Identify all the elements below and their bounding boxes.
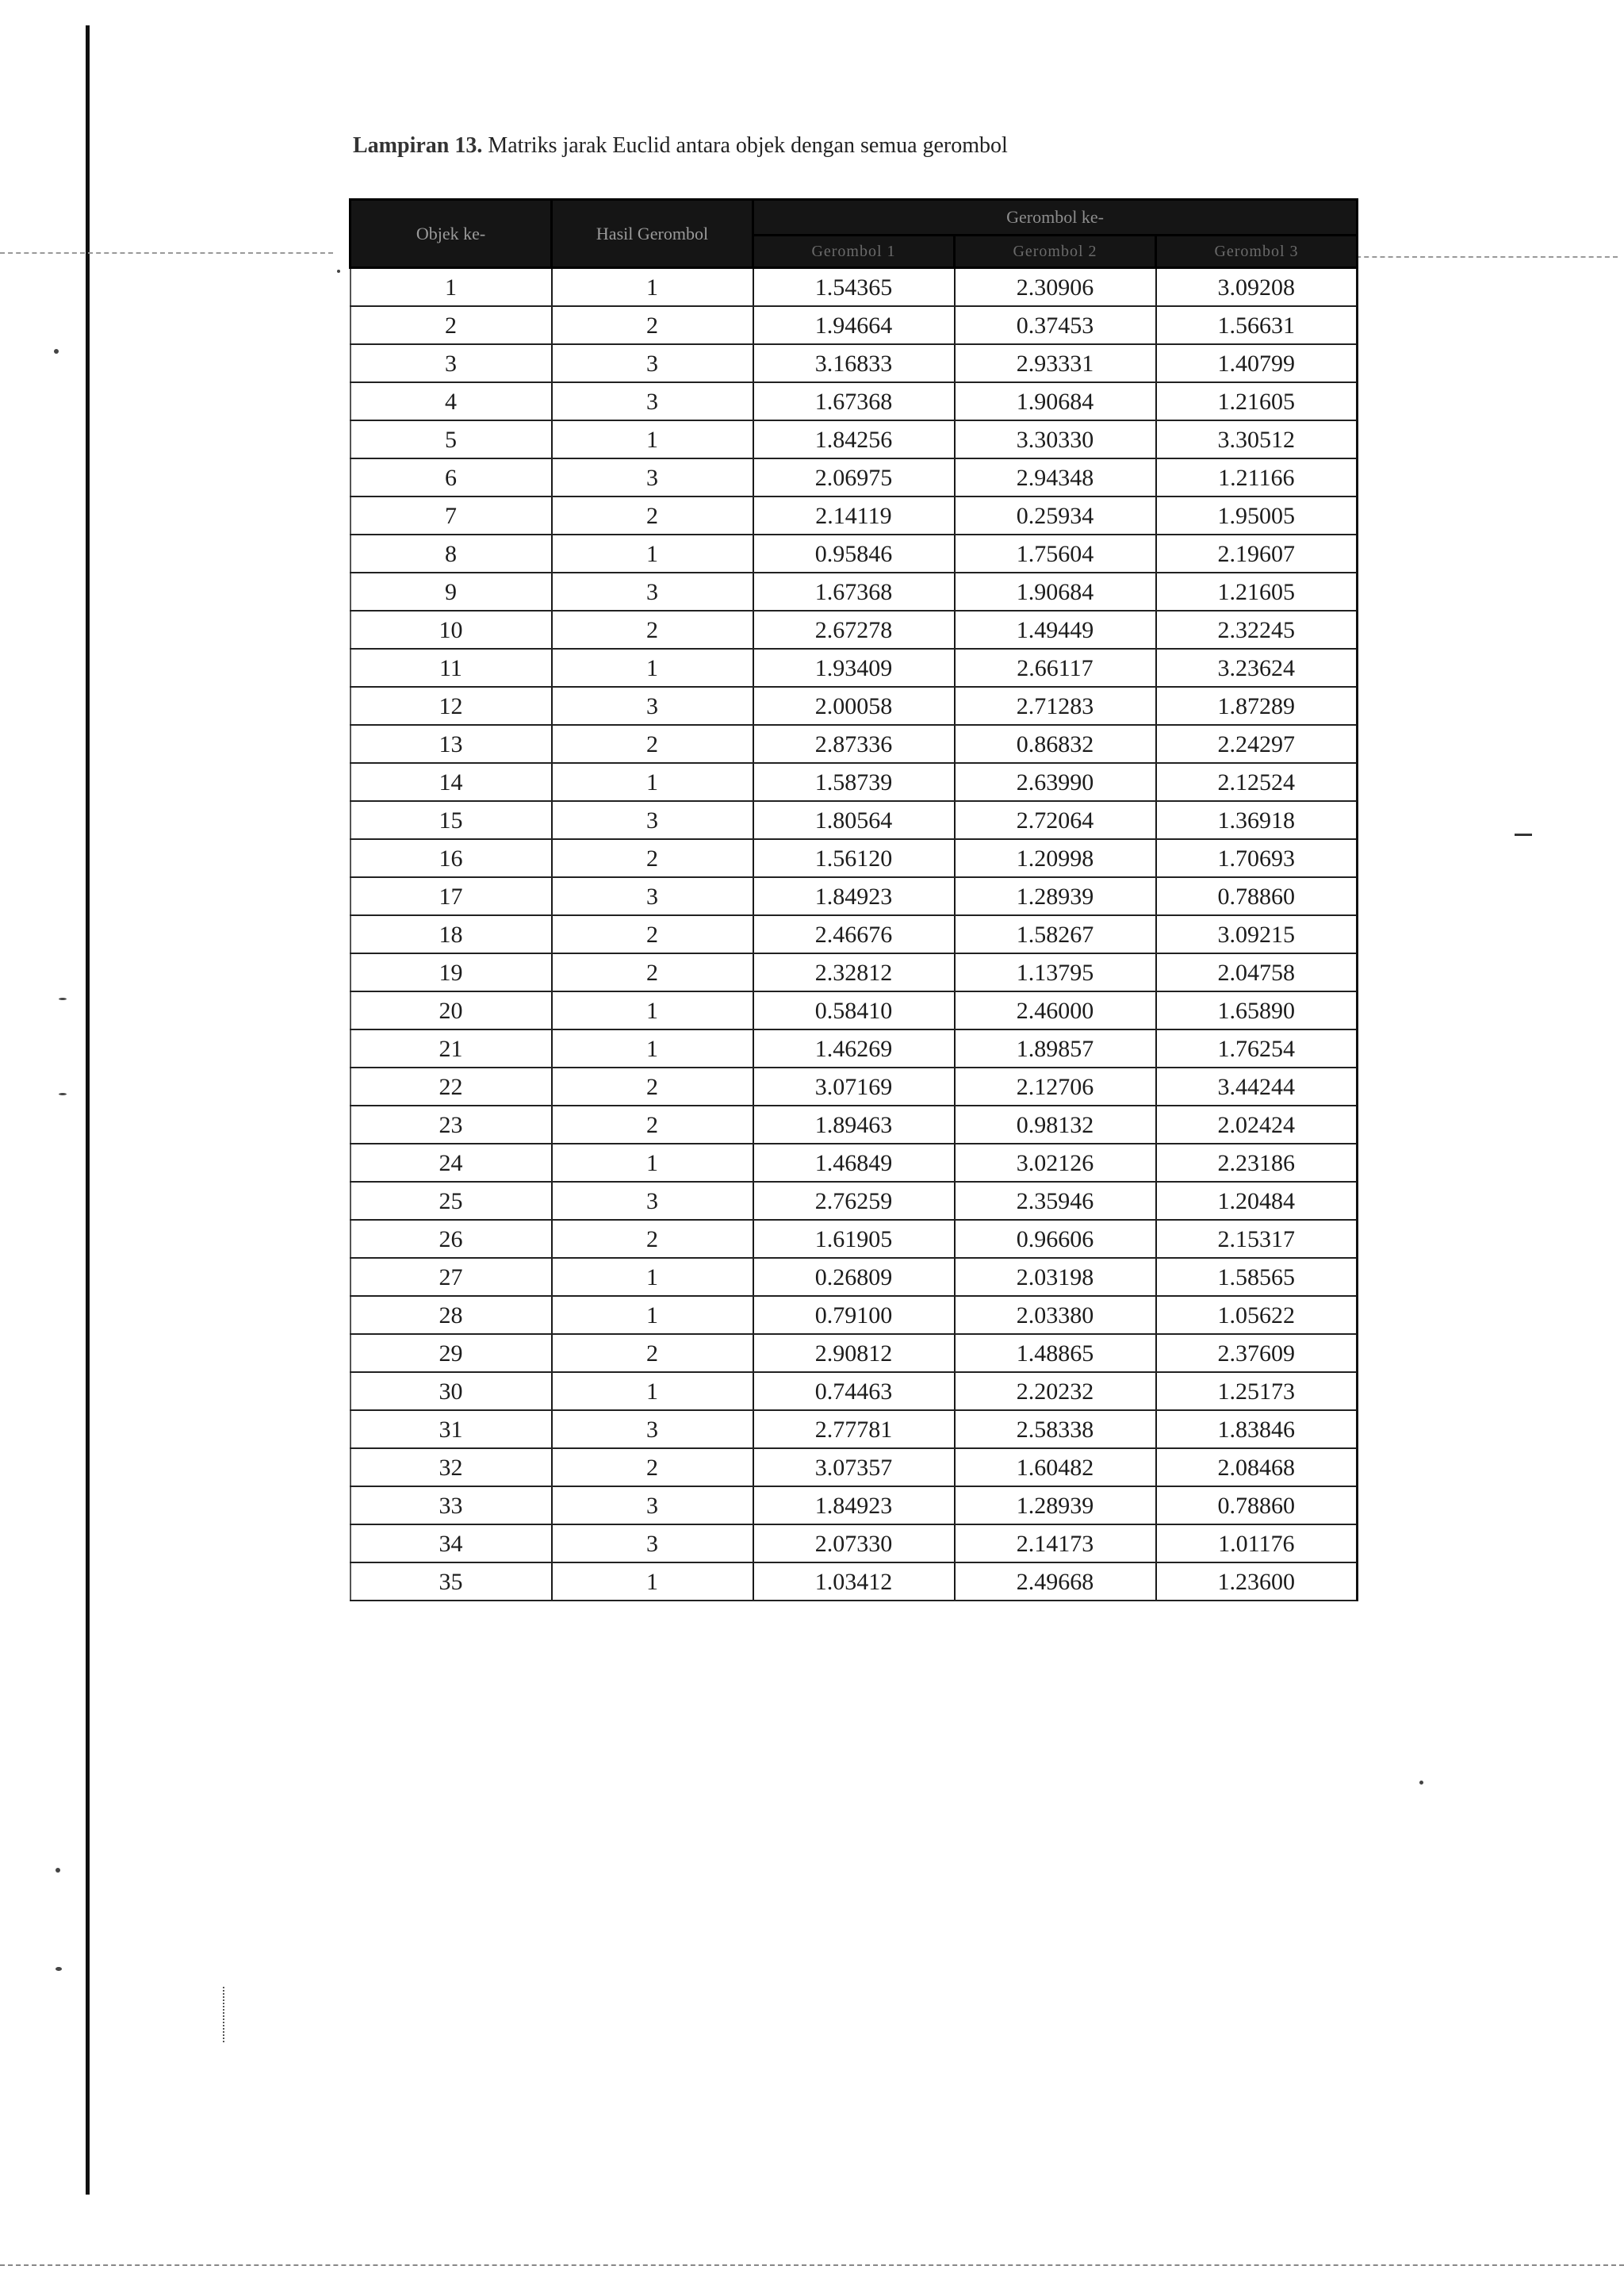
cell-hasil-gerombol: 1 [552,268,753,307]
cell-jarak-gerombol-3: 0.78860 [1156,1486,1358,1524]
cell-objek: 14 [350,763,552,801]
binding-margin-line [86,25,90,2195]
cell-objek: 23 [350,1106,552,1144]
cell-jarak-gerombol-1: 1.46849 [753,1144,955,1182]
table-row [350,1296,1358,1334]
cell-hasil-gerombol: 1 [552,1372,753,1410]
cell-jarak-gerombol-2: 0.86832 [955,725,1156,763]
cell-objek: 30 [350,1372,552,1410]
cell-jarak-gerombol-2: 2.72064 [955,801,1156,839]
cell-hasil-gerombol: 3 [552,687,753,725]
cell-jarak-gerombol-3: 3.09215 [1156,915,1358,953]
cell-hasil-gerombol: 3 [552,458,753,496]
cell-jarak-gerombol-2: 0.96606 [955,1220,1156,1258]
cell-objek: 17 [350,877,552,915]
cell-hasil-gerombol: 2 [552,915,753,953]
cell-objek: 27 [350,1258,552,1296]
cell-jarak-gerombol-3: 2.12524 [1156,763,1358,801]
cell-objek: 21 [350,1029,552,1068]
table-row [350,953,1358,991]
cell-hasil-gerombol: 3 [552,1410,753,1448]
cell-jarak-gerombol-1: 1.80564 [753,801,955,839]
cell-jarak-gerombol-1: 1.61905 [753,1220,955,1258]
cell-jarak-gerombol-3: 3.09208 [1156,268,1358,307]
cell-hasil-gerombol: 2 [552,953,753,991]
cell-jarak-gerombol-3: 3.44244 [1156,1068,1358,1106]
table-row [350,268,1358,307]
cell-jarak-gerombol-2: 1.20998 [955,839,1156,877]
cell-hasil-gerombol: 1 [552,1562,753,1601]
cell-hasil-gerombol: 1 [552,535,753,573]
cell-jarak-gerombol-3: 2.24297 [1156,725,1358,763]
cell-jarak-gerombol-3: 1.83846 [1156,1410,1358,1448]
cell-jarak-gerombol-1: 3.16833 [753,344,955,382]
cell-jarak-gerombol-1: 2.76259 [753,1182,955,1220]
cell-jarak-gerombol-2: 2.93331 [955,344,1156,382]
cell-hasil-gerombol: 2 [552,839,753,877]
table-header [350,200,1358,268]
cell-jarak-gerombol-3: 1.76254 [1156,1029,1358,1068]
table-row [350,725,1358,763]
cell-jarak-gerombol-2: 1.90684 [955,382,1156,420]
cell-hasil-gerombol: 2 [552,1448,753,1486]
cell-jarak-gerombol-3: 2.23186 [1156,1144,1358,1182]
table-row [350,915,1358,953]
cell-hasil-gerombol: 2 [552,496,753,535]
table-row [350,1372,1358,1410]
cell-jarak-gerombol-1: 2.14119 [753,496,955,535]
table-row [350,991,1358,1029]
cell-jarak-gerombol-3: 3.23624 [1156,649,1358,687]
cell-jarak-gerombol-3: 2.15317 [1156,1220,1358,1258]
cell-objek: 9 [350,573,552,611]
cell-jarak-gerombol-1: 2.07330 [753,1524,955,1562]
table-row [350,1182,1358,1220]
scan-artifact-line [0,252,333,254]
table-row [350,1486,1358,1524]
table-row [350,535,1358,573]
cell-jarak-gerombol-1: 1.89463 [753,1106,955,1144]
cell-jarak-gerombol-2: 2.12706 [955,1068,1156,1106]
cell-jarak-gerombol-2: 1.48865 [955,1334,1156,1372]
caption-lead: Lampiran 13. [353,133,483,158]
cell-jarak-gerombol-1: 1.84923 [753,1486,955,1524]
scan-speck [54,349,59,354]
cell-jarak-gerombol-1: 3.07357 [753,1448,955,1486]
cell-jarak-gerombol-3: 2.19607 [1156,535,1358,573]
header-gerombol-1: Gerombol 1 [753,236,955,268]
cell-hasil-gerombol: 2 [552,1068,753,1106]
table-row [350,687,1358,725]
cell-jarak-gerombol-1: 2.87336 [753,725,955,763]
scan-speck [1419,1781,1423,1785]
table-row [350,1524,1358,1562]
cell-jarak-gerombol-3: 1.21605 [1156,573,1358,611]
table-row [350,1144,1358,1182]
cell-jarak-gerombol-1: 1.67368 [753,382,955,420]
cell-jarak-gerombol-3: 1.36918 [1156,801,1358,839]
table-row [350,344,1358,382]
cell-objek: 34 [350,1524,552,1562]
cell-hasil-gerombol: 1 [552,991,753,1029]
cell-jarak-gerombol-2: 1.28939 [955,1486,1156,1524]
table-row [350,801,1358,839]
cell-hasil-gerombol: 2 [552,306,753,344]
table-row [350,839,1358,877]
cell-objek: 15 [350,801,552,839]
cell-objek: 26 [350,1220,552,1258]
cell-jarak-gerombol-1: 1.84256 [753,420,955,458]
cell-jarak-gerombol-2: 2.35946 [955,1182,1156,1220]
table-row [350,1410,1358,1448]
cell-objek: 33 [350,1486,552,1524]
cell-hasil-gerombol: 2 [552,1334,753,1372]
cell-jarak-gerombol-3: 0.78860 [1156,877,1358,915]
cell-jarak-gerombol-2: 2.14173 [955,1524,1156,1562]
table-row [350,420,1358,458]
cell-jarak-gerombol-2: 2.30906 [955,268,1156,307]
cell-jarak-gerombol-2: 1.28939 [955,877,1156,915]
cell-jarak-gerombol-2: 2.71283 [955,687,1156,725]
cell-objek: 2 [350,306,552,344]
cell-jarak-gerombol-1: 2.32812 [753,953,955,991]
cell-objek: 16 [350,839,552,877]
cell-objek: 12 [350,687,552,725]
cell-jarak-gerombol-3: 2.04758 [1156,953,1358,991]
scan-speck [56,1967,62,1971]
euclid-distance-table [349,198,1358,1601]
table-row [350,611,1358,649]
cell-jarak-gerombol-3: 1.70693 [1156,839,1358,877]
cell-jarak-gerombol-2: 2.94348 [955,458,1156,496]
cell-hasil-gerombol: 1 [552,1144,753,1182]
cell-jarak-gerombol-2: 0.37453 [955,306,1156,344]
cell-jarak-gerombol-1: 1.84923 [753,877,955,915]
cell-hasil-gerombol: 3 [552,573,753,611]
cell-jarak-gerombol-3: 1.56631 [1156,306,1358,344]
cell-objek: 24 [350,1144,552,1182]
scan-speck [337,270,340,273]
caption-text: Matriks jarak Euclid antara objek dengan semua gerombol [488,133,1008,158]
header-objek: Objek ke- [350,200,552,268]
cell-jarak-gerombol-3: 1.87289 [1156,687,1358,725]
cell-hasil-gerombol: 1 [552,1296,753,1334]
header-gerombol-group: Gerombol ke- [753,200,1358,236]
cell-jarak-gerombol-2: 1.13795 [955,953,1156,991]
table-row [350,1220,1358,1258]
cell-jarak-gerombol-3: 2.37609 [1156,1334,1358,1372]
cell-hasil-gerombol: 3 [552,801,753,839]
cell-jarak-gerombol-3: 1.21605 [1156,382,1358,420]
cell-jarak-gerombol-2: 0.25934 [955,496,1156,535]
cell-jarak-gerombol-3: 1.23600 [1156,1562,1358,1601]
cell-jarak-gerombol-2: 1.58267 [955,915,1156,953]
cell-jarak-gerombol-2: 3.30330 [955,420,1156,458]
page-caption [353,133,1008,159]
cell-jarak-gerombol-3: 2.32245 [1156,611,1358,649]
cell-hasil-gerombol: 1 [552,649,753,687]
cell-jarak-gerombol-1: 1.93409 [753,649,955,687]
cell-hasil-gerombol: 2 [552,611,753,649]
cell-jarak-gerombol-2: 1.75604 [955,535,1156,573]
cell-jarak-gerombol-2: 2.58338 [955,1410,1156,1448]
cell-jarak-gerombol-1: 1.56120 [753,839,955,877]
cell-objek: 4 [350,382,552,420]
cell-jarak-gerombol-1: 0.79100 [753,1296,955,1334]
cell-jarak-gerombol-2: 0.98132 [955,1106,1156,1144]
cell-jarak-gerombol-1: 1.67368 [753,573,955,611]
scan-artifact-mark [1515,834,1532,836]
cell-objek: 19 [350,953,552,991]
cell-jarak-gerombol-1: 1.03412 [753,1562,955,1601]
scan-artifact-dots [223,1987,224,2042]
cell-jarak-gerombol-1: 0.74463 [753,1372,955,1410]
cell-jarak-gerombol-3: 1.95005 [1156,496,1358,535]
table-row [350,306,1358,344]
cell-objek: 32 [350,1448,552,1486]
cell-objek: 20 [350,991,552,1029]
table-row [350,1334,1358,1372]
cell-jarak-gerombol-1: 1.58739 [753,763,955,801]
cell-jarak-gerombol-3: 3.30512 [1156,420,1358,458]
cell-jarak-gerombol-2: 1.90684 [955,573,1156,611]
cell-hasil-gerombol: 1 [552,420,753,458]
header-gerombol-2: Gerombol 2 [955,236,1156,268]
scan-speck [59,998,67,1000]
cell-jarak-gerombol-3: 1.25173 [1156,1372,1358,1410]
cell-jarak-gerombol-3: 1.65890 [1156,991,1358,1029]
cell-jarak-gerombol-1: 2.00058 [753,687,955,725]
cell-jarak-gerombol-2: 3.02126 [955,1144,1156,1182]
cell-objek: 10 [350,611,552,649]
cell-hasil-gerombol: 2 [552,1106,753,1144]
cell-objek: 11 [350,649,552,687]
cell-jarak-gerombol-3: 1.40799 [1156,344,1358,382]
table-row [350,1562,1358,1601]
cell-hasil-gerombol: 3 [552,1486,753,1524]
cell-jarak-gerombol-3: 1.21166 [1156,458,1358,496]
cell-objek: 6 [350,458,552,496]
cell-jarak-gerombol-3: 1.05622 [1156,1296,1358,1334]
cell-jarak-gerombol-2: 2.66117 [955,649,1156,687]
cell-objek: 18 [350,915,552,953]
cell-objek: 5 [350,420,552,458]
cell-jarak-gerombol-2: 1.89857 [955,1029,1156,1068]
cell-hasil-gerombol: 3 [552,1524,753,1562]
scan-speck [59,1093,67,1095]
cell-jarak-gerombol-3: 1.20484 [1156,1182,1358,1220]
cell-jarak-gerombol-2: 1.60482 [955,1448,1156,1486]
header-gerombol-3: Gerombol 3 [1156,236,1358,268]
table-row [350,496,1358,535]
cell-jarak-gerombol-1: 3.07169 [753,1068,955,1106]
table-row [350,1106,1358,1144]
cell-hasil-gerombol: 2 [552,725,753,763]
table-row [350,1029,1358,1068]
table-row [350,649,1358,687]
cell-jarak-gerombol-3: 1.58565 [1156,1258,1358,1296]
cell-jarak-gerombol-3: 2.08468 [1156,1448,1358,1486]
cell-jarak-gerombol-1: 0.95846 [753,535,955,573]
cell-jarak-gerombol-1: 2.67278 [753,611,955,649]
cell-objek: 25 [350,1182,552,1220]
cell-jarak-gerombol-2: 2.49668 [955,1562,1156,1601]
cell-objek: 22 [350,1068,552,1106]
cell-jarak-gerombol-1: 0.58410 [753,991,955,1029]
cell-objek: 3 [350,344,552,382]
cell-jarak-gerombol-1: 2.77781 [753,1410,955,1448]
cell-jarak-gerombol-1: 1.46269 [753,1029,955,1068]
cell-jarak-gerombol-2: 2.03380 [955,1296,1156,1334]
cell-hasil-gerombol: 2 [552,1220,753,1258]
cell-hasil-gerombol: 1 [552,1258,753,1296]
cell-jarak-gerombol-1: 1.54365 [753,268,955,307]
table-body [350,268,1358,1601]
table-row [350,573,1358,611]
header-hasil-gerombol: Hasil Gerombol [552,200,753,268]
table-row [350,1068,1358,1106]
table-row [350,877,1358,915]
cell-jarak-gerombol-2: 1.49449 [955,611,1156,649]
table-row [350,1448,1358,1486]
cell-jarak-gerombol-1: 1.94664 [753,306,955,344]
cell-objek: 31 [350,1410,552,1448]
cell-jarak-gerombol-1: 2.46676 [753,915,955,953]
cell-objek: 1 [350,268,552,307]
cell-hasil-gerombol: 1 [552,1029,753,1068]
cell-jarak-gerombol-3: 1.01176 [1156,1524,1358,1562]
cell-hasil-gerombol: 3 [552,382,753,420]
scan-artifact-line [1348,256,1618,258]
cell-jarak-gerombol-2: 2.46000 [955,991,1156,1029]
page-bottom-rule [0,2264,1624,2266]
cell-hasil-gerombol: 1 [552,763,753,801]
table-row [350,763,1358,801]
cell-objek: 7 [350,496,552,535]
table-row [350,1258,1358,1296]
cell-jarak-gerombol-2: 2.63990 [955,763,1156,801]
cell-hasil-gerombol: 3 [552,877,753,915]
cell-jarak-gerombol-2: 2.03198 [955,1258,1156,1296]
cell-hasil-gerombol: 3 [552,1182,753,1220]
cell-jarak-gerombol-3: 2.02424 [1156,1106,1358,1144]
cell-jarak-gerombol-1: 2.06975 [753,458,955,496]
cell-objek: 8 [350,535,552,573]
cell-objek: 28 [350,1296,552,1334]
cell-jarak-gerombol-1: 2.90812 [753,1334,955,1372]
cell-objek: 35 [350,1562,552,1601]
table-row [350,382,1358,420]
cell-jarak-gerombol-1: 0.26809 [753,1258,955,1296]
cell-objek: 13 [350,725,552,763]
cell-jarak-gerombol-2: 2.20232 [955,1372,1156,1410]
table-row [350,458,1358,496]
cell-objek: 29 [350,1334,552,1372]
cell-hasil-gerombol: 3 [552,344,753,382]
scan-speck [56,1868,60,1873]
